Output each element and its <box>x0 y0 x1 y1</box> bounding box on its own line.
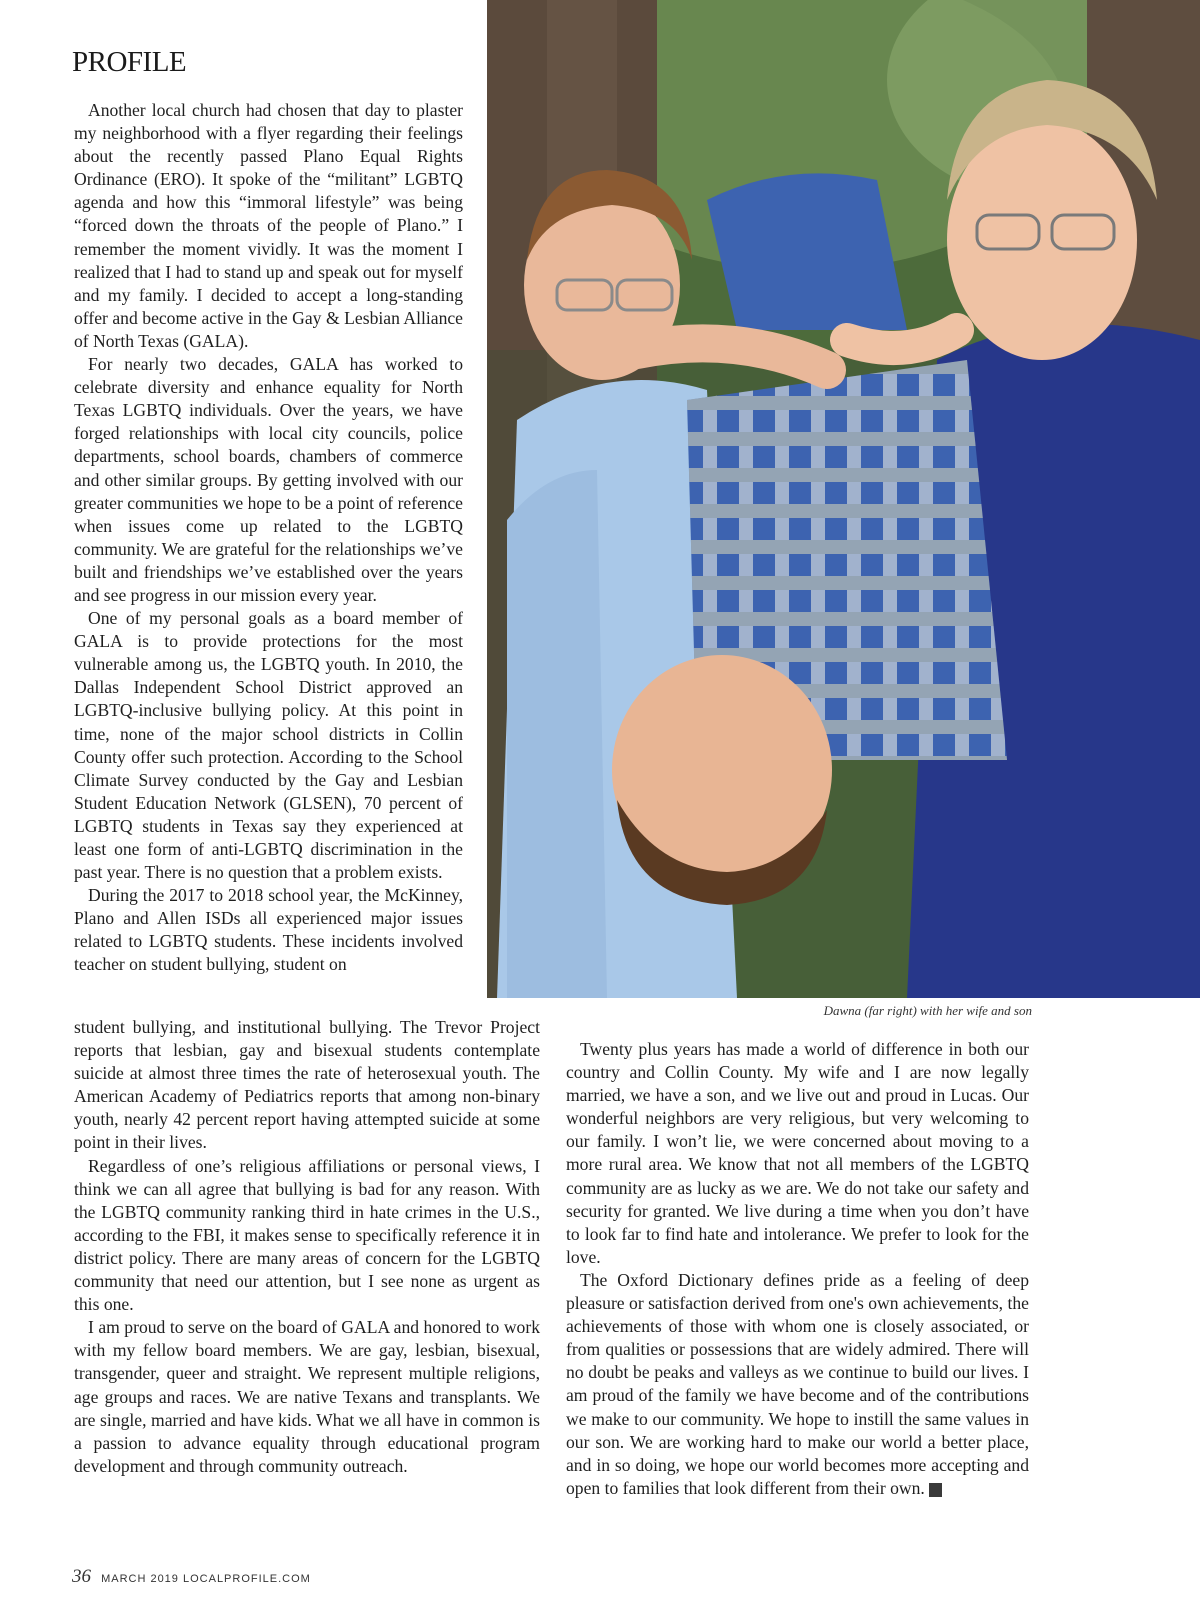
paragraph: I am proud to serve on the board of GALA and honored to work with my fellow board members. We are gay, lesbian, bisexual, transgender, queer and straight. We represent multiple religions, age groups and races. We are native Texans and transplants. We are single, married and have kids. What we all have in common is a passion to advance equality through educational program development and through community outreach. <box>74 1317 540 1476</box>
paragraph: Regardless of one’s religious affiliations or personal views, I think we can all agree that bullying is bad for any reason. With the LGBTQ community ranking third in hate crimes in the U.S., according to the FBI, it makes sense to specifically reference it in district policy. There are many areas of concern for the LGBTQ community that need our attention, but I see none as urgent as this one. <box>74 1155 540 1315</box>
family-photo <box>487 0 1200 998</box>
paragraph: student bullying, and institutional bullying. The Trevor Project reports that lesbian, gay and bisexual students contemplate suicide at almost three times the rate of heterosexual youth. The American Academy of Pediatrics reports that among non-binary youth, nearly 42 percent report having attempted suicide at some point in their lives. <box>74 1017 540 1153</box>
page-number: 36 <box>72 1566 91 1587</box>
article-column-left-top <box>74 99 463 977</box>
page-footer <box>72 1566 311 1588</box>
paragraph: One of my personal goals as a board member of GALA is to provide protections for the most vulnerable among us, the LGBTQ youth. In 2010, the Dallas Independent School District approved an LGBTQ-inclusive bullying policy. At this point in time, none of the major school districts in Collin County offer such protection. According to the School Climate Survey conducted by the Gay and Lesbian Student Education Network (GLSEN), 70 percent of LGBTQ students in Texas say they experienced at least one form of anti-LGBTQ discrimination in the past year. There is no question that a problem exists. <box>74 608 463 883</box>
issue-date: MARCH 2019 <box>101 1573 179 1585</box>
paragraph: Twenty plus years has made a world of difference in both our country and Collin County. My wife and I are now legally married, we have a son, and we live out and proud in Lucas. Our wonderful neighbors are very religious, but very welcoming to our family. I won’t lie, we were concerned about moving to a more rural area. We know that not all members of the LGBTQ community are as lucky as we are. We do not take our safety and security for granted. We live during a time when you don’t have to look far to find hate and intolerance. We prefer to look for the love. <box>566 1039 1029 1267</box>
article-column-right <box>566 1038 1029 1500</box>
paragraph-last <box>566 1269 1029 1500</box>
family-photo-illustration <box>487 0 1200 998</box>
paragraph: During the 2017 to 2018 school year, the McKinney, Plano and Allen ISDs all experienced major issues related to LGBTQ students. These incidents involved teacher on student bullying, student on <box>74 885 463 975</box>
photo-caption: Dawna (far right) with her wife and son <box>823 1003 1032 1018</box>
paragraph: Another local church had chosen that day to plaster my neighborhood with a flyer regarding their feelings about the recently passed Plano Equal Rights Ordinance (ERO). It spoke of the “militant” LGBTQ agenda and how this “immoral lifestyle” was being “forced down the throats of the people of Plano.” I remember the moment vividly. It was the moment I realized that I had to stand up and speak out for myself and my family. I decided to accept a long-standing offer and become active in the Gay & Lesbian Alliance of North Texas (GALA). <box>74 100 463 351</box>
article-column-left-bottom <box>74 1016 540 1478</box>
paragraph: For nearly two decades, GALA has worked to celebrate diversity and enhance equality for North Texas LGBTQ individuals. Over the years, we have forged relationships with local city councils, police departments, school boards, chambers of commerce and other similar groups. By getting involved with our greater communities we hope to be a point of reference when issues come up related to the LGBTQ community. We are grateful for the relationships we’ve built and friendships we’ve established over the years and see progress in our mission every year. <box>74 354 463 605</box>
end-mark-icon: L <box>929 1483 942 1497</box>
section-label: PROFILE <box>72 46 187 78</box>
paragraph-text: The Oxford Dictionary defines pride as a feeling of deep pleasure or satisfaction derived from one's own achievements, the achievements of those with whom one is closely associated, or from qualities or possessions that are widely admired. There will no doubt be peaks and valleys as we continue to build our lives. I am proud of the family we have become and of the contributions we make to our community. We hope to instill the same values in our son. We are working hard to make our world a better place, and in so doing, we hope our world becomes more accepting and open to families that look different from their own. <box>566 1269 1029 1498</box>
site-url: LOCALPROFILE.COM <box>182 1573 311 1585</box>
